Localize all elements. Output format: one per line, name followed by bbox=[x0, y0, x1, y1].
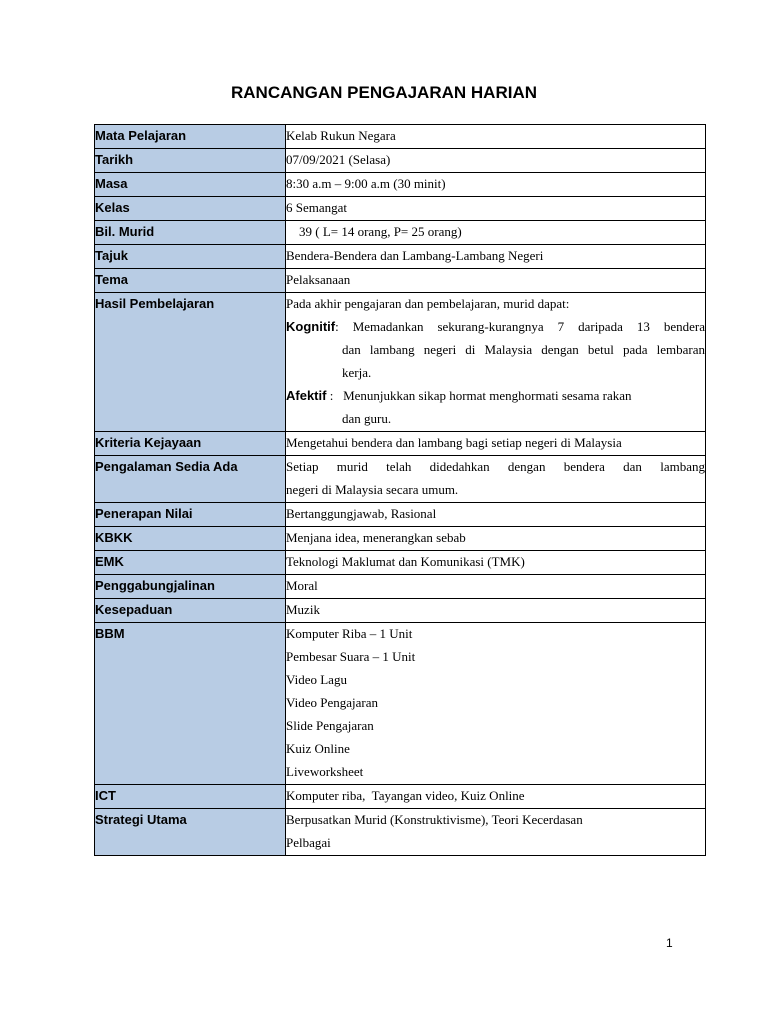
row-value-mata-pelajaran bbox=[286, 125, 706, 149]
row-label-penerapan-nilai: Penerapan Nilai bbox=[95, 503, 286, 527]
row-label-emk: EMK bbox=[95, 551, 286, 575]
row-value-strategi-utama bbox=[286, 809, 706, 856]
table-row bbox=[95, 623, 706, 785]
cell-text: 07/09/2021 (Selasa) bbox=[286, 152, 391, 167]
cell-text: Komputer riba, Tayangan video, Kuiz Online bbox=[286, 788, 525, 803]
row-value-tema bbox=[286, 269, 706, 293]
row-value-tajuk bbox=[286, 245, 706, 269]
row-value-ict bbox=[286, 785, 706, 809]
cognitive-text: : Memadankan sekurang-kurangnya 7 daripada 13 bendera bbox=[335, 319, 705, 334]
row-label-ict: ICT bbox=[95, 785, 286, 809]
row-value-penerapan-nilai bbox=[286, 503, 706, 527]
row-label-tajuk: Tajuk bbox=[95, 245, 286, 269]
cell-text: Mengetahui bendera dan lambang bagi setiap negeri di Malaysia bbox=[286, 435, 622, 450]
cell-text: 39 ( L= 14 orang, P= 25 orang) bbox=[286, 224, 462, 239]
page-title: RANCANGAN PENGAJARAN HARIAN bbox=[230, 83, 537, 102]
cognitive-outcome-line: dan lambang negeri di Malaysia dengan betul pada lembaran bbox=[342, 342, 705, 357]
table-row bbox=[95, 551, 706, 575]
row-value-pengalaman-sedia-ada bbox=[286, 456, 706, 503]
row-label-mata-pelajaran: Mata Pelajaran bbox=[95, 125, 286, 149]
table-row bbox=[95, 456, 706, 503]
cell-text: Bendera-Bendera dan Lambang-Lambang Negeri bbox=[286, 248, 544, 263]
cell-text: 8:30 a.m – 9:00 a.m (30 minit) bbox=[286, 176, 446, 191]
row-value-tarikh bbox=[286, 149, 706, 173]
row-label-penggabungjalinan: Penggabungjalinan bbox=[95, 575, 286, 599]
table-row bbox=[95, 809, 706, 856]
row-value-penggabungjalinan bbox=[286, 575, 706, 599]
row-value-kbkk bbox=[286, 527, 706, 551]
cell-text: negeri di Malaysia secara umum. bbox=[286, 482, 459, 497]
cell-text: Pelbagai bbox=[286, 835, 331, 850]
row-value-masa bbox=[286, 173, 706, 197]
cell-text: Moral bbox=[286, 578, 318, 593]
table-row bbox=[95, 221, 706, 245]
cognitive-outcome-line bbox=[286, 316, 705, 339]
row-label-strategi-utama: Strategi Utama bbox=[95, 809, 286, 856]
table-row bbox=[95, 173, 706, 197]
row-value-kriteria-kejayaan bbox=[286, 432, 706, 456]
cell-text: Teknologi Maklumat dan Komunikasi (TMK) bbox=[286, 554, 525, 569]
cognitive-label: Kognitif bbox=[286, 319, 336, 334]
bbm-item: Slide Pengajaran bbox=[286, 718, 374, 733]
table-row bbox=[95, 503, 706, 527]
cell-text: Bertanggungjawab, Rasional bbox=[286, 506, 437, 521]
cell-text: Berpusatkan Murid (Konstruktivisme), Teori Kecerdasan bbox=[286, 812, 583, 827]
row-value-kelas bbox=[286, 197, 706, 221]
row-label-kesepaduan: Kesepaduan bbox=[95, 599, 286, 623]
row-value-hasil-pembelajaran bbox=[286, 293, 706, 432]
bbm-item: Video Lagu bbox=[286, 672, 347, 687]
row-value-bbm bbox=[286, 623, 706, 785]
cell-text: 6 Semangat bbox=[286, 200, 348, 215]
row-label-bil-murid: Bil. Murid bbox=[95, 221, 286, 245]
table-row bbox=[95, 432, 706, 456]
row-label-bbm: BBM bbox=[95, 623, 286, 785]
row-label-hasil-pembelajaran: Hasil Pembelajaran bbox=[95, 293, 286, 432]
row-value-emk bbox=[286, 551, 706, 575]
affective-outcome-line: dan guru. bbox=[342, 411, 392, 426]
affective-text: : Menunjukkan sikap hormat menghormati sesama rakan bbox=[326, 388, 632, 403]
learning-outcome-intro: Pada akhir pengajaran dan pembelajaran, murid dapat: bbox=[286, 296, 570, 311]
bbm-item: Kuiz Online bbox=[286, 741, 350, 756]
row-label-kbkk: KBKK bbox=[95, 527, 286, 551]
row-label-kriteria-kejayaan: Kriteria Kejayaan bbox=[95, 432, 286, 456]
bbm-item: Video Pengajaran bbox=[286, 695, 378, 710]
row-label-tarikh: Tarikh bbox=[95, 149, 286, 173]
row-value-bil-murid bbox=[286, 221, 706, 245]
row-label-pengalaman-sedia-ada: Pengalaman Sedia Ada bbox=[95, 456, 286, 503]
row-label-kelas: Kelas bbox=[95, 197, 286, 221]
bbm-item: Pembesar Suara – 1 Unit bbox=[286, 649, 416, 664]
cell-text: Muzik bbox=[286, 602, 320, 617]
cognitive-outcome-line: kerja. bbox=[342, 365, 372, 380]
cell-text: Menjana idea, menerangkan sebab bbox=[286, 530, 466, 545]
bbm-item: Liveworksheet bbox=[286, 764, 364, 779]
table-row bbox=[95, 599, 706, 623]
row-label-masa: Masa bbox=[95, 173, 286, 197]
page-number: 1 bbox=[666, 936, 673, 950]
table-row bbox=[95, 293, 706, 432]
table-row bbox=[95, 149, 706, 173]
cell-text: Pelaksanaan bbox=[286, 272, 351, 287]
table-row bbox=[95, 197, 706, 221]
row-value-kesepaduan bbox=[286, 599, 706, 623]
row-label-tema: Tema bbox=[95, 269, 286, 293]
affective-label: Afektif bbox=[286, 388, 327, 403]
cell-text: Kelab Rukun Negara bbox=[286, 128, 396, 143]
table-row bbox=[95, 245, 706, 269]
cell-text: Setiap murid telah didedahkan dengan bendera dan lambang bbox=[286, 459, 705, 474]
table-row bbox=[95, 575, 706, 599]
lesson-plan-table bbox=[94, 124, 706, 856]
table-row bbox=[95, 785, 706, 809]
table-row bbox=[95, 527, 706, 551]
table-row bbox=[95, 269, 706, 293]
affective-outcome-line bbox=[286, 385, 705, 408]
table-row bbox=[95, 125, 706, 149]
bbm-item: Komputer Riba – 1 Unit bbox=[286, 626, 413, 641]
